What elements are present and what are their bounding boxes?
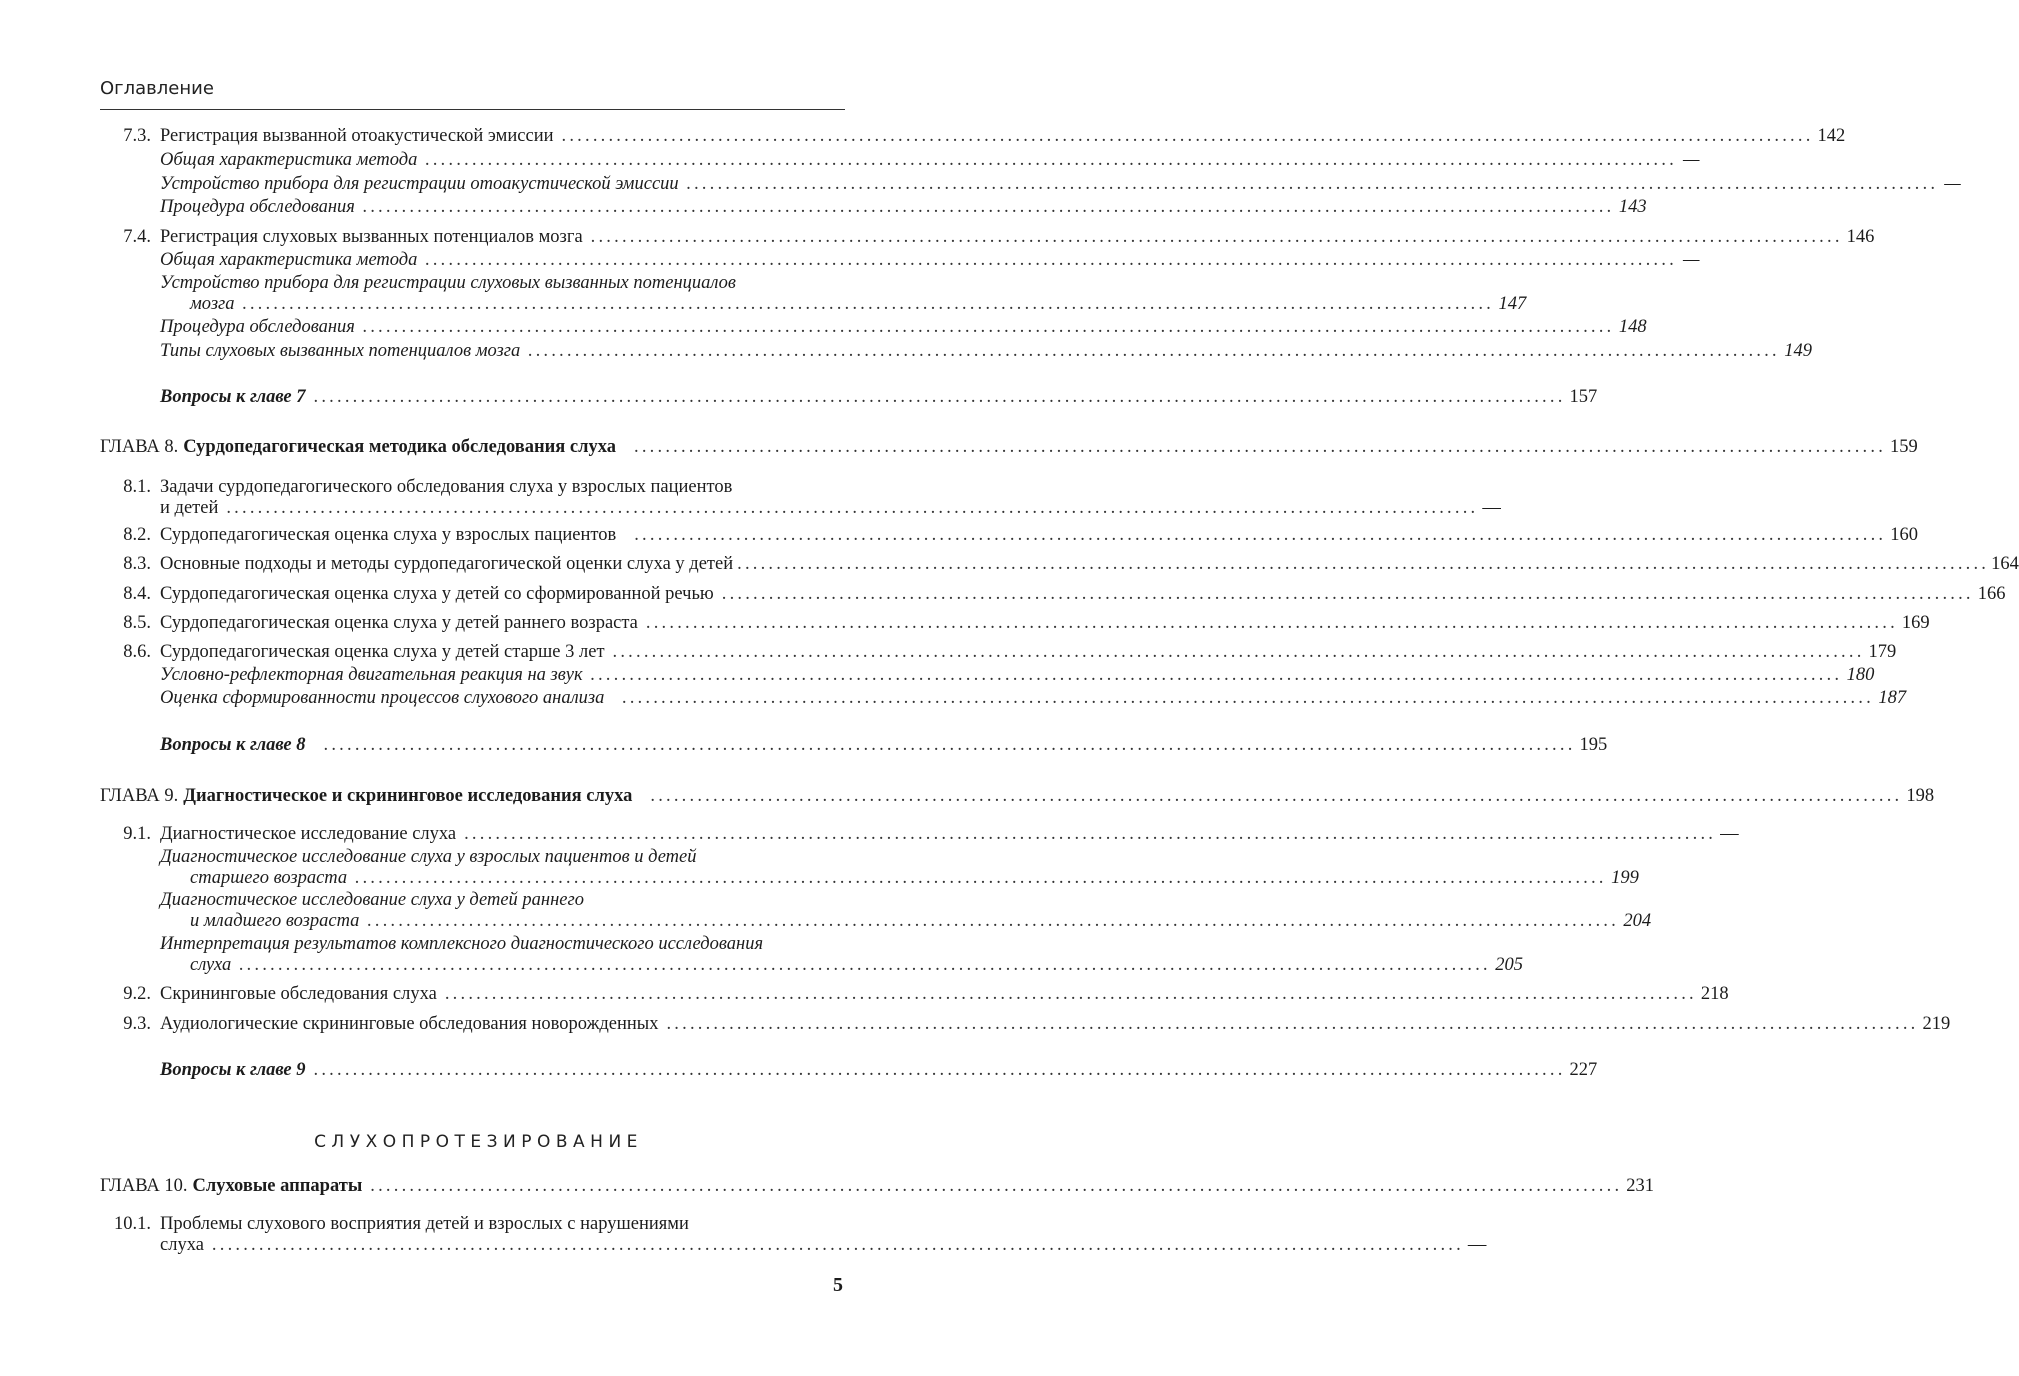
chapter-title: Сурдопедагогическая методика обследования слуха (183, 437, 617, 457)
entry-title: Вопросы к главе 8 (160, 735, 306, 755)
page-number: 205 (1495, 955, 1523, 975)
page-number: — (1682, 250, 1700, 270)
toc-questions-9[interactable] (0, 1059, 1598, 1081)
page-number: 160 (1890, 525, 1918, 545)
entry-title: Диагностическое исследование слуха у детей раннего (160, 890, 584, 910)
leader-dots: ................................................................................................................................................................ (313, 387, 1566, 407)
toc-subentry-line1[interactable] (0, 933, 957, 955)
toc-subentry-line2[interactable] (0, 910, 1652, 932)
entry-title: Типы слуховых вызванных потенциалов мозга (160, 341, 521, 361)
entry-title: Скрининговые обследования слуха (160, 984, 437, 1004)
section-number: 7.4. (123, 227, 151, 247)
toc-entry-10-1-line2[interactable] (0, 1234, 1487, 1256)
toc-subentry[interactable] (0, 173, 1961, 195)
entry-title: Регистрация вызванной отоакустической эмиссии (160, 126, 554, 146)
page-number: 227 (1569, 1060, 1598, 1080)
toc-entry-10-1-line1[interactable] (0, 1213, 957, 1235)
toc-subentry-line2[interactable] (0, 867, 1639, 889)
page-number: 219 (1922, 1014, 1951, 1034)
toc-chapter-9[interactable] (0, 785, 1935, 807)
entry-title: старшего возраста (190, 868, 348, 888)
toc-entry-9-1[interactable] (0, 823, 1739, 845)
toc-entry-8-3[interactable] (0, 553, 2019, 575)
page-number: — (1682, 150, 1700, 170)
section-number: 10.1. (114, 1214, 151, 1234)
entry-title: Устройство прибора для регистрации слуховых вызванных потенциалов (160, 273, 736, 293)
entry-title: Общая характеристика метода (160, 150, 418, 170)
section-number: 8.6. (123, 642, 151, 662)
leader-dots: ................................................................................................................................................................ (242, 294, 1495, 314)
leader-dots: ................................................................................................................................................................ (370, 1176, 1623, 1196)
toc-subentry[interactable] (0, 316, 1647, 338)
toc-entry-7-3[interactable] (0, 125, 1846, 147)
entry-title: Устройство прибора для регистрации отоакустической эмиссии (160, 174, 679, 194)
page-number: 149 (1784, 341, 1812, 361)
entry-title: слуха (190, 955, 232, 975)
toc-entry-8-5[interactable] (0, 612, 1930, 634)
page-number: 148 (1618, 317, 1647, 337)
toc-subentry-line2[interactable] (0, 954, 1523, 976)
entry-title: Вопросы к главе 9 (160, 1060, 306, 1080)
leader-dots: ................................................................................................................................................................ (634, 525, 1887, 545)
entry-title: Регистрация слуховых вызванных потенциалов мозга (160, 227, 583, 247)
toc-entry-9-3[interactable] (0, 1013, 1951, 1035)
page-number: — (1720, 824, 1739, 844)
leader-dots: ................................................................................................................................................................ (561, 126, 1814, 146)
leader-dots: ................................................................................................................................................................ (362, 197, 1615, 217)
entry-title: Сурдопедагогическая оценка слуха у взрослых пациентов (160, 525, 617, 545)
leader-dots: ................................................................................................................................................................ (645, 613, 1898, 633)
page-number: 164 (1991, 554, 2019, 574)
toc-chapter-10[interactable] (0, 1175, 1655, 1197)
leader-dots: ................................................................................................................................................................ (590, 227, 1843, 247)
leader-dots: ................................................................................................................................................................ (721, 584, 1974, 604)
page-number: 143 (1618, 197, 1647, 217)
entry-title: Основные подходы и методы сурдопедагогической оценки слуха у детей (160, 554, 734, 574)
toc-subentry-line1[interactable] (0, 272, 957, 294)
entry-title: Оценка сформированности процессов слухового анализа (160, 688, 605, 708)
toc-subentry[interactable] (0, 249, 1700, 271)
section-number: 9.2. (123, 984, 151, 1004)
toc-entry-8-6[interactable] (0, 641, 1897, 663)
entry-title: и детей (160, 498, 219, 518)
running-head: Оглавление (100, 78, 214, 99)
entry-title: Процедура обследования (160, 197, 355, 217)
toc-entry-7-4[interactable] (0, 226, 1875, 248)
leader-dots: ................................................................................................................................................................ (226, 498, 1479, 518)
toc-entry-8-1-line1[interactable] (0, 476, 957, 498)
leader-dots: ................................................................................................................................................................ (355, 868, 1608, 888)
section-number: 8.2. (123, 525, 151, 545)
toc-subentry[interactable] (0, 196, 1647, 218)
page-number: 157 (1569, 387, 1598, 407)
toc-entry-8-1-line2[interactable] (0, 497, 1501, 519)
entry-title: Сурдопедагогическая оценка слуха у детей со сформированной речью (160, 584, 714, 604)
leader-dots: ................................................................................................................................................................ (686, 174, 1939, 194)
toc-subentry[interactable] (0, 687, 1907, 709)
toc-subentry-line2[interactable] (0, 293, 1527, 315)
leader-dots: ................................................................................................................................................................ (590, 665, 1843, 685)
folio-page-number: 5 (833, 1274, 843, 1296)
section-number: 9.1. (123, 824, 151, 844)
page-number: 180 (1846, 665, 1875, 685)
toc-subentry[interactable] (0, 664, 1875, 686)
leader-dots: ................................................................................................................................................................ (313, 1060, 1566, 1080)
leader-dots: ................................................................................................................................................................ (737, 554, 1990, 574)
entry-title: Проблемы слухового восприятия детей и взрослых с нарушениями (160, 1214, 689, 1234)
entry-title: мозга (190, 294, 235, 314)
entry-title: Диагностическое исследование слуха у взрослых пациентов и детей (160, 847, 697, 867)
leader-dots: ................................................................................................................................................................ (612, 642, 1865, 662)
toc-entry-8-2[interactable] (0, 524, 1918, 546)
page-number: 195 (1579, 735, 1608, 755)
section-number: 8.1. (123, 477, 151, 497)
page-number: 218 (1700, 984, 1729, 1004)
toc-chapter-8[interactable] (0, 436, 1918, 458)
leader-dots: ................................................................................................................................................................ (650, 786, 1903, 806)
part-title: СЛУХОПРОТЕЗИРОВАНИЕ (314, 1132, 643, 1152)
chapter-label: ГЛАВА 9. (100, 786, 179, 806)
page-number: 204 (1623, 911, 1652, 931)
section-number: 8.4. (123, 584, 151, 604)
toc-questions-8[interactable] (0, 734, 1608, 756)
leader-dots: ................................................................................................................................................................ (239, 955, 1492, 975)
leader-dots: ................................................................................................................................................................ (528, 341, 1781, 361)
page-number: 169 (1901, 613, 1930, 633)
leader-dots: ................................................................................................................................................................ (362, 317, 1615, 337)
entry-title: Аудиологические скрининговые обследования новорожденных (160, 1014, 659, 1034)
page-number: 159 (1890, 437, 1918, 457)
page-number: 179 (1868, 642, 1897, 662)
entry-title: Интерпретация результатов комплексного диагностического исследования (160, 934, 764, 954)
section-number: 8.5. (123, 613, 151, 633)
leader-dots: ................................................................................................................................................................ (367, 911, 1620, 931)
chapter-title: Слуховые аппараты (192, 1176, 363, 1196)
leader-dots: ................................................................................................................................................................ (634, 437, 1887, 457)
leader-dots: ................................................................................................................................................................ (211, 1235, 1464, 1255)
toc-entry-8-4[interactable] (0, 583, 2006, 605)
section-number: 7.3. (123, 126, 151, 146)
page-number: 231 (1626, 1176, 1655, 1196)
page-number: 146 (1846, 227, 1875, 247)
page-number: — (1482, 498, 1501, 518)
leader-dots: ................................................................................................................................................................ (425, 250, 1678, 270)
toc-subentry[interactable] (0, 340, 1812, 362)
toc-subentry[interactable] (0, 149, 1700, 171)
page-number: 198 (1906, 786, 1935, 806)
toc-subentry-line1[interactable] (0, 889, 957, 911)
leader-dots: ................................................................................................................................................................ (444, 984, 1697, 1004)
entry-title: слуха (160, 1235, 204, 1255)
page-number: — (1944, 174, 1961, 194)
page-number: 142 (1817, 126, 1846, 146)
page-number: — (1467, 1235, 1487, 1255)
chapter-label: ГЛАВА 10. (100, 1176, 188, 1196)
leader-dots: ................................................................................................................................................................ (464, 824, 1717, 844)
entry-title: Вопросы к главе 7 (160, 387, 306, 407)
toc-questions-7[interactable] (0, 386, 1598, 408)
toc-subentry-line1[interactable] (0, 846, 957, 868)
leader-dots: ................................................................................................................................................................ (666, 1014, 1919, 1034)
entry-title: Диагностическое исследование слуха (160, 824, 457, 844)
entry-title: Общая характеристика метода (160, 250, 418, 270)
page-number: 199 (1611, 868, 1639, 888)
leader-dots: ................................................................................................................................................................ (323, 735, 1576, 755)
entry-title: Задачи сурдопедагогического обследования слуха у взрослых пациентов (160, 477, 733, 497)
entry-title: Сурдопедагогическая оценка слуха у детей старше 3 лет (160, 642, 605, 662)
chapter-label: ГЛАВА 8. (100, 437, 179, 457)
entry-title: Процедура обследования (160, 317, 355, 337)
chapter-title: Диагностическое и скрининговое исследования слуха (183, 786, 633, 806)
leader-dots: ................................................................................................................................................................ (425, 150, 1678, 170)
entry-title: Сурдопедагогическая оценка слуха у детей раннего возраста (160, 613, 638, 633)
section-number: 9.3. (123, 1014, 151, 1034)
section-number: 8.3. (123, 554, 151, 574)
page-number: 147 (1498, 294, 1527, 314)
entry-title: Условно-рефлекторная двигательная реакция на звук (160, 665, 583, 685)
entry-title: и младшего возраста (190, 911, 360, 931)
page-number: 166 (1977, 584, 2006, 604)
leader-dots: ................................................................................................................................................................ (622, 688, 1875, 708)
page-number: 187 (1878, 688, 1907, 708)
toc-entry-9-2[interactable] (0, 983, 1729, 1005)
